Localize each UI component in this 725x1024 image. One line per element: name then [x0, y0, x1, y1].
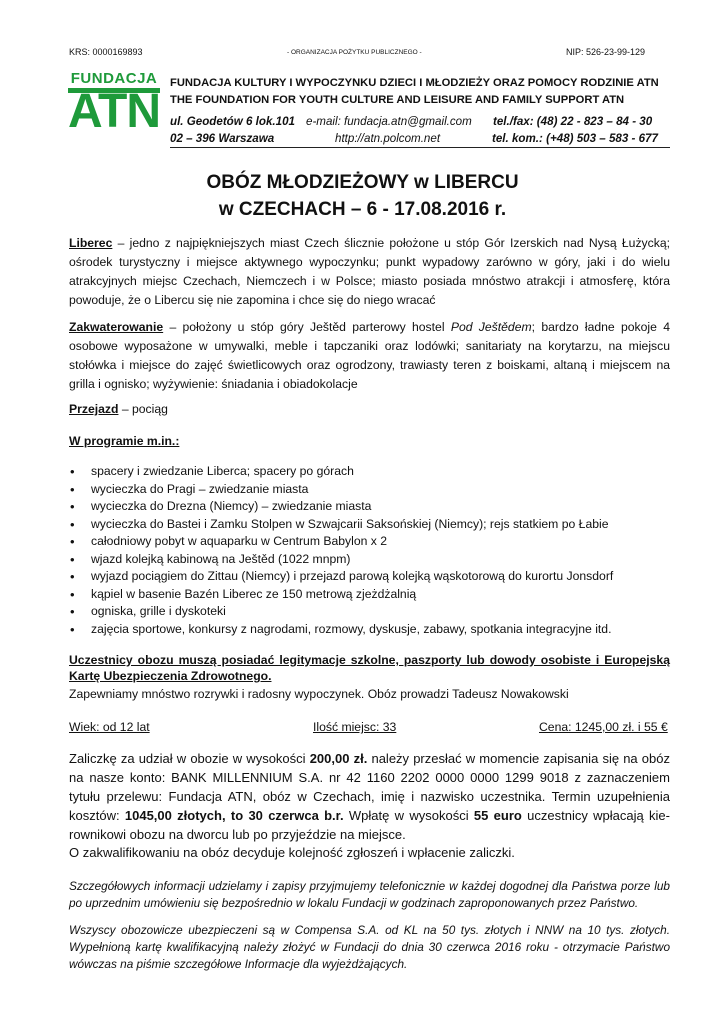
liberec-text: – jedno z najpiękniejszych miast Czech ślicznie położone u stóp Gór Izerskich nad Nysą Łużycką; ośrodek turystyczny i miejsce aktywnego wypoczynku; punkt wypadowy zarówno w góry, jaki i do wielu atrakcyjnych miejsc Czechach, Niemczech i w Polsce; miasto posiada mnóstwo atrakcji i atmosferę, która powoduje, że o Libercu się nie zapomina i chce się do niego wracać [69, 236, 670, 307]
website-link[interactable]: http://atn.polcom.net [335, 132, 441, 145]
email[interactable]: e-mail: fundacja.atn@gmail.com [306, 115, 472, 128]
phone-fax: tel./fax: (48) 22 - 823 – 84 - 30 [493, 115, 653, 128]
nip-number: NIP: 526-23-99-129 [566, 47, 646, 57]
insurance-info-paragraph: Wszyscy obozowicze ubezpieczeni są w Compensa S.A. od KL na 50 tys. złotych i NNW na 10 tys. złotych. Wypełnioną kartę kwalifikacyjną należy złożyć w Fundacji do dnia 30 czerwca 2016 roku - otrzymacie Państwo wówczas na piśmie szczegółowe Informacje dla wyjeżdżających. [69, 923, 670, 971]
accommodation-paragraph [69, 318, 670, 394]
transport-label: Przejazd [69, 402, 119, 416]
fun-notice: Zapewniamy mnóstwo rozrywki i radosny wypoczynek. Obóz prowadzi Tadeusz Nowakowski [69, 687, 569, 701]
euro-amount: 55 euro [473, 808, 522, 823]
deposit-amount: 200,00 zł. [309, 751, 368, 766]
list-item: • całodniowy pobyt w aquaparku w Centrum Babylon x 2 [69, 533, 679, 551]
list-item: • wjazd kolejką kabinową na Ještěd (1022 mnpm) [69, 551, 679, 569]
transport-paragraph [69, 400, 670, 419]
payment-paragraph [69, 749, 670, 844]
list-item: • wycieczka do Pragi – zwiedzanie miasta [69, 481, 679, 499]
address-street: ul. Geodetów 6 lok.101 [170, 115, 295, 128]
price-info: Cena: 1245,00 zł. i 55 € [539, 720, 668, 734]
liberec-label: Liberec [69, 236, 113, 250]
list-item: • kąpiel w basenie Bazén Liberec ze 150 metrową zjeżdżalnią [69, 586, 679, 604]
page-title-line2: w CZECHACH – 6 - 17.08.2016 r. [218, 199, 507, 220]
payment-text-3: Wpłatę w wysokości [343, 808, 474, 823]
accommodation-text-b: ; bardzo ładne pokoje 4 osobowe wyposażone w umywalki, meble i tapczaniki oraz lodówki; sanitariaty na korytarzu, na miejscu stołówka i miejsce do zajęć świetlicowych oraz ogrodzony, trawiasty teren z boiskami, altaną i miejscem na grilla i ognisko; wyżywienie: śniadania i obiadokolacje [69, 320, 670, 391]
payment-text-4: uczestnicy wpłacają kie-rownikowi obozu na dworcu lub po przyjeździe na miejsce. [69, 808, 670, 842]
payment-text-2: należy przesłać w momencie zapisania się na obóz na nasze konto: BANK MILLENNIUM S.A. nr 42 1160 2202 0000 0000 1299 9018 z zaznaczeniem tytułu przelewu: Fundacja ATN, obóz w Czechach, imię i nazwisko uczestnika. Termin uzupełnienia kosztów: [69, 751, 670, 823]
list-item: • wycieczka do Drezna (Niemcy) – zwiedzanie miasta [69, 498, 679, 516]
qualification-note: O zakwalifikowaniu na obóz decyduje kolejność zgłoszeń i wpłacenie zaliczki. [69, 845, 515, 860]
list-item: • zajęcia sportowe, konkursy z nagrodami, rozmowy, dyskusje, zabawy, spotkania integracyjne itd. [69, 621, 679, 639]
accommodation-label: Zakwaterowanie [69, 320, 164, 334]
program-heading [69, 432, 670, 451]
accommodation-text-a: – położony u stóp góry Ještěd parterowy hostel [163, 320, 451, 334]
list-item: • wyjazd pociągiem do Zittau (Niemcy) i przejazd parową kolejką wąskotorową do kurortu Jonsdorf [69, 568, 679, 586]
list-item: • wycieczka do Bastei i Zamku Stolpen w Szwajcarii Saksońskiej (Niemcy); rejs statkiem po Łabie [69, 516, 679, 534]
balance-amount: 1045,00 złotych, to 30 czerwca b.r. [124, 808, 344, 823]
program-label: W programie m.in.: [69, 434, 180, 448]
documents-text: Uczestnicy obozu muszą posiadać legitymacje szkolne, paszporty lub dowody osobiste i Europejską Kartę Ubezpieczenia Zdrowotnego. [69, 653, 670, 683]
krs-number: KRS: 0000169893 [69, 47, 143, 57]
list-item: • ogniska, grille i dyskoteki [69, 603, 679, 621]
liberec-paragraph [69, 234, 670, 310]
transport-text: – pociąg [118, 402, 168, 416]
address-city: 02 – 396 Warszawa [170, 132, 275, 145]
payment-text-1: Zaliczkę za udział w obozie w wysokości [69, 751, 310, 766]
documents-notice [69, 652, 670, 684]
logo-text-fundacja: FUNDACJA [70, 70, 158, 87]
age-info: Wiek: od 12 lat [69, 720, 150, 734]
program-list [69, 463, 679, 638]
hostel-name: Pod Ještědem [450, 320, 532, 334]
logo-atn: ATN [67, 85, 161, 138]
phone-mobile: tel. kom.: (+48) 503 – 583 - 677 [492, 132, 658, 145]
header-divider [170, 147, 670, 148]
page-title-line1: OBÓZ MŁODZIEŻOWY w LIBERCU [206, 172, 519, 193]
org-name-pl: FUNDACJA KULTURY I WYPOCZYNKU DZIECI I MŁODZIEŻY ORAZ POMOCY RODZINIE ATN [170, 77, 659, 89]
places-info: Ilość miejsc: 33 [313, 720, 397, 734]
contact-info-paragraph: Szczegółowych informacji udzielamy i zapisy przyjmujemy telefonicznie w każdej dogodnej dla Państwa porze lub po uprzednim umówieniu się bezpośrednio w lokalu Fundacji w godzinach zaproponowanych przez Państwo. [69, 879, 670, 910]
list-item: • spacery i zwiedzanie Liberca; spacery po górach [69, 463, 679, 481]
org-name-en: THE FOUNDATION FOR YOUTH CULTURE AND LEISURE AND FAMILY SUPPORT ATN [170, 94, 625, 106]
opp-status: - ORGANIZACJA POŻYTKU PUBLICZNEGO - [287, 49, 422, 56]
